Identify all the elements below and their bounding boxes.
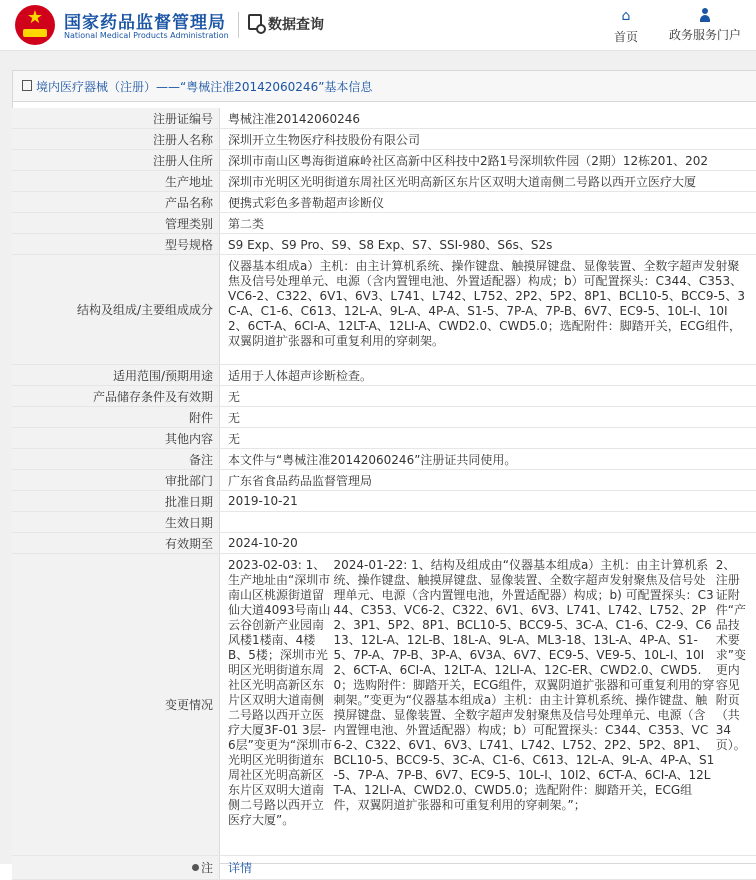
table-row: [12, 428, 756, 449]
table-row: [12, 407, 756, 428]
row-label: 审批部门: [12, 470, 220, 490]
change-paragraph: 2023-02-03: 1、生产地址由“深圳市南山区桃源街道留仙大道4093号南山云谷创新产业园南风楼1楼南、4楼B、5楼；深圳市光明区光明街道东周社区光明高新区东片区双明大道南侧二号路以西开立医疗大厦3F-01 3层-6层”变更为“深圳市光明区光明街道东周社区光明高新区东片区双明大道南侧二号路以西开立医疗大厦”。: [228, 558, 333, 827]
row-label: 有效期至: [12, 533, 220, 553]
note-value: [228, 856, 746, 879]
row-value: 仪器基本组成a）主机：由主计算机系统、操作键盘、触摸屏键盘、显像装置、全数字超声发射聚焦及信号处理单元、电源（含内置锂电池、外置适配器）构成；b）可配置探头：C344、C353、VC6-2、C322、6V1、6V3、L741、L742、L752、2P2、5P2、8P1、BCL10-5、BCC9-5、3C-A、C1-6、C613、12L-A、9L-A、4P-A、S1-5、7P-A、7P-B、6V7、EC9-5、10L-I、10I2、6CT-A、6CI-A、12LT-A、12LI-A、CWD2.0、CWD5.0；选配附件：脚踏开关，ECG组件，双翼阴道扩张器和可重复利用的穿刺架。: [228, 259, 746, 348]
user-icon: [700, 8, 710, 22]
row-value: 2019-10-21: [228, 494, 298, 508]
row-value: 深圳市南山区粤海街道麻岭社区高新中区科技中2路1号深圳软件园（2期）12栋201、202: [228, 153, 708, 168]
row-label: 备注: [12, 449, 220, 469]
row-label: 注册证编号: [12, 108, 220, 128]
table-row-change-history: [12, 554, 756, 856]
data-query-link[interactable]: 数据查询: [268, 17, 324, 33]
table-row: [12, 150, 756, 171]
national-emblem-icon[interactable]: ★: [15, 5, 55, 45]
nav-home[interactable]: [606, 8, 646, 45]
row-value: 便携式彩色多普勒超声诊断仪: [228, 195, 385, 210]
row-label: 注册人名称: [12, 129, 220, 149]
home-icon: ⌂: [621, 8, 631, 24]
table-row: [12, 386, 756, 407]
note-label: 注: [200, 861, 213, 875]
table-row: [12, 108, 756, 129]
row-value: 无: [228, 410, 241, 425]
row-value: 粤械注准20142060246: [228, 111, 360, 126]
table-row: [12, 449, 756, 470]
row-value: 无: [228, 431, 241, 446]
site-header: [0, 0, 756, 50]
change-paragraph: 2、注册证附件“产品技术要求”变更内容见附页（共34页）。: [715, 558, 746, 752]
row-value: 2024-10-20: [228, 536, 298, 550]
table-row-note: [12, 856, 756, 880]
row-value: 深圳市光明区光明街道东周社区光明高新区东片区双明大道南侧二号路以西开立医疗大厦: [228, 174, 697, 189]
row-value: 本文件与“粤械注准20142060246”注册证共同使用。: [228, 452, 517, 467]
pin-icon: [192, 864, 199, 871]
row-value: [228, 512, 746, 532]
table-row: [12, 533, 756, 554]
page-title: 境内医疗器械（注册）——“粤械注准20142060246”基本信息: [36, 80, 373, 94]
nav-gov-service-label: 政务服务门户: [668, 28, 741, 42]
row-value: 无: [228, 389, 241, 404]
change-paragraph: 2024-01-22: 1、结构及组成由“仪器基本组成a）主机：由主计算机系统、操作键盘、触摸屏键盘、显像装置、全数字超声发射聚焦及信号处理单元、电源（含内置锂电池，外置适配器）构成；b) 可配置探头：C344、C353、VC6-2、C322、6V1、6V3、L741、L742、L752、2P2、3P1、5P2、8P1、BCL10-5、BCC9-5、3C-A、C1-6、C2-9、C613、12L-A、12L-B、18L-A、9L-A、ML3-18、13L-A、4P-A、S1-5、7P-A、7P-B、3P-A、6V3A、6V7、EC9-5、VE9-5、10L-I、10I2、6CT-A、6CI-A、12LT-A、12LI-A、12C-ER、CWD2.0、CWD5.0；选购附件：脚踏开关，ECG组件，双翼阴道扩张器和可重复利用的穿刺架。”变更为“仪器基本组成a）主机：由主计算机系统、操作键盘、触摸屏键盘、显像装置、全数字超声发射聚焦及信号处理单元、电源（含内置锂电池、外置适配器）构成；b）可配置探头：C344、C353、VC6-2、C322、6V1、6V3、L741、L742、L752、2P2、5P2、8P1、BCL10-5、BCC9-5、3C-A、C1-6、C613、12L-A、9L-A、4P-A、S1-5、7P-A、7P-B、6V7、EC9-5、10L-I、10I2、6CT-A、6CI-A、12LT-A、12LI-A、CWD2.0、CWD5.0；选配附件：脚踏开关，ECG组件，双翼阴道扩张器和可重复利用的穿刺架。”；: [333, 558, 715, 812]
change-history: [228, 554, 746, 855]
row-label: 产品储存条件及有效期: [12, 386, 220, 406]
table-row: [12, 129, 756, 150]
row-label: 产品名称: [12, 192, 220, 212]
table-row: [12, 192, 756, 213]
row-label: 附件: [12, 407, 220, 427]
data-query-icon[interactable]: [248, 14, 262, 30]
row-value: 第二类: [228, 216, 265, 231]
table-row: [12, 255, 756, 365]
table-row: [12, 234, 756, 255]
row-label: 其他内容: [12, 428, 220, 448]
header-divider: [238, 12, 239, 38]
row-value: S9 Exp、S9 Pro、S9、S8 Exp、S7、SSI-980、S6s、S2s: [228, 237, 553, 252]
brand-name-english: National Medical Products Administration: [64, 31, 229, 40]
document-icon: [22, 80, 32, 91]
table-row: [12, 171, 756, 192]
row-label: 生产地址: [12, 171, 220, 191]
row-label: 注册人住所: [12, 150, 220, 170]
table-row: [12, 213, 756, 234]
row-label: 结构及组成/主要组成成分: [12, 255, 220, 364]
row-label: 变更情况: [12, 554, 220, 855]
row-label: 适用范围/预期用途: [12, 365, 220, 385]
row-label: 型号规格: [12, 234, 220, 254]
table-row: [12, 491, 756, 512]
nav-gov-service[interactable]: [660, 8, 750, 43]
table-row: [12, 470, 756, 491]
nav-home-label: 首页: [613, 30, 638, 44]
row-label: 生效日期: [12, 512, 220, 532]
note-label-cell: [12, 856, 220, 879]
brand-name[interactable]: 国家药品监督管理局: [64, 13, 226, 33]
table-row: [12, 365, 756, 386]
row-label: 批准日期: [12, 491, 220, 511]
table-row: [12, 512, 756, 533]
details-link[interactable]: 详情: [228, 861, 253, 875]
row-value: 深圳开立生物医疗科技股份有限公司: [228, 132, 421, 147]
row-label: 管理类别: [12, 213, 220, 233]
row-value: 适用于人体超声诊断检查。: [228, 368, 373, 383]
row-value: 广东省食品药品监督管理局: [228, 473, 373, 488]
